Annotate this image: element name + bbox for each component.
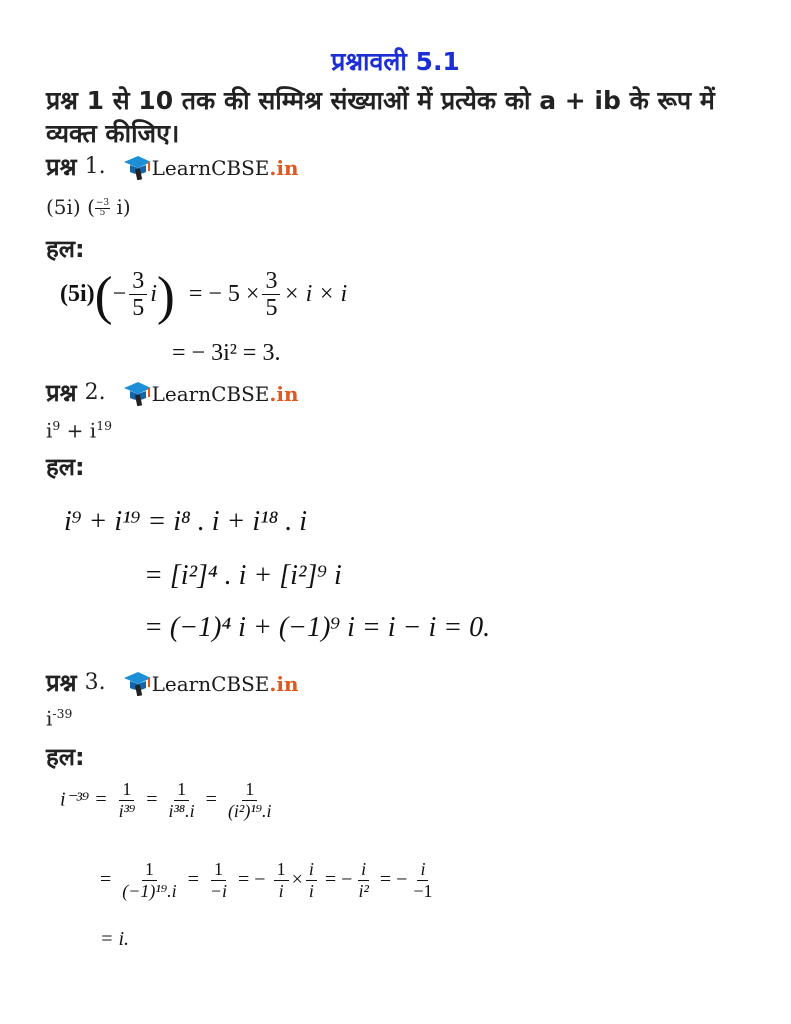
question-number: 2. xyxy=(84,380,106,405)
fraction: $\frac{-3}{5}$ xyxy=(95,198,110,218)
solution-2-line-2: = [i²]⁴ . i + [i²]⁹ i xyxy=(144,560,342,591)
logo-suffix: .in xyxy=(269,671,299,696)
logo-suffix: .in xyxy=(269,381,299,406)
exercise-instructions: प्रश्न 1 से 10 तक की सम्मिश्र संख्याओं में प्रत्येक को a + ib के रूप में व्यक्त कीजिए। xyxy=(46,86,715,148)
question-2-header xyxy=(46,376,299,409)
question-3-header xyxy=(46,666,299,699)
question-3-problem: $i^{-39}$ xyxy=(46,706,73,731)
logo-text: LearnCBSE xyxy=(151,671,270,696)
solution-1-line-2: = − 3i² = 3. xyxy=(172,340,281,366)
graduation-cap-icon xyxy=(122,154,152,180)
question-2-problem: $i^9 + i^{19}$ xyxy=(46,418,112,443)
logo-text: LearnCBSE xyxy=(151,155,270,180)
solution-2-line-1: i⁹ + i¹⁹ = i⁸ . i + i¹⁸ . i xyxy=(64,506,308,537)
question-1-problem: (5i) ( $\frac{-3}{5}$ i) xyxy=(46,195,131,219)
learncbse-logo[interactable] xyxy=(122,154,299,180)
solution-label: हल: xyxy=(46,453,85,481)
graduation-cap-icon xyxy=(122,670,152,696)
question-label: प्रश्न xyxy=(46,379,77,407)
solution-3-line-3: = i. xyxy=(100,928,130,950)
question-number: 1. xyxy=(84,154,106,179)
solution-label: हल: xyxy=(46,743,85,771)
logo-suffix: .in xyxy=(269,155,299,180)
solution-1-line-1: (5i)(− $\frac{3}{5}$ i) = − 5 × $\frac{3}{5}$ × i × i xyxy=(60,265,348,326)
question-label: प्रश्न xyxy=(46,153,77,181)
page-title: प्रश्नावली 5.1 xyxy=(331,47,460,76)
solution-label: हल: xyxy=(46,235,85,263)
solution-3-line-1: i⁻³⁹ = $\frac{1}{\text{i³⁹}}$ = $\frac{1}{\text{i³⁸.i}}$ = $\frac{1}{\text{(i²)¹⁹.i}}$ xyxy=(60,779,272,821)
graduation-cap-icon xyxy=(122,380,152,406)
question-number: 3. xyxy=(84,670,106,695)
learncbse-logo[interactable] xyxy=(122,670,299,696)
question-label: प्रश्न xyxy=(46,669,77,697)
solution-3-line-2: = $\frac{1}{\text{(−1)¹⁹.i}}$ = $\frac{1}{-i}$ = − $\frac{1}{i}$ × $\frac{i}{i}$ = − $\frac{i}{\text{i²}}$ = − $\frac{i}{-1}$ xyxy=(100,859,433,901)
solution-2-line-3: = (−1)⁴ i + (−1)⁹ i = i − i = 0. xyxy=(144,612,491,643)
logo-text: LearnCBSE xyxy=(151,381,270,406)
learncbse-logo[interactable] xyxy=(122,380,299,406)
question-1-header xyxy=(46,150,299,183)
